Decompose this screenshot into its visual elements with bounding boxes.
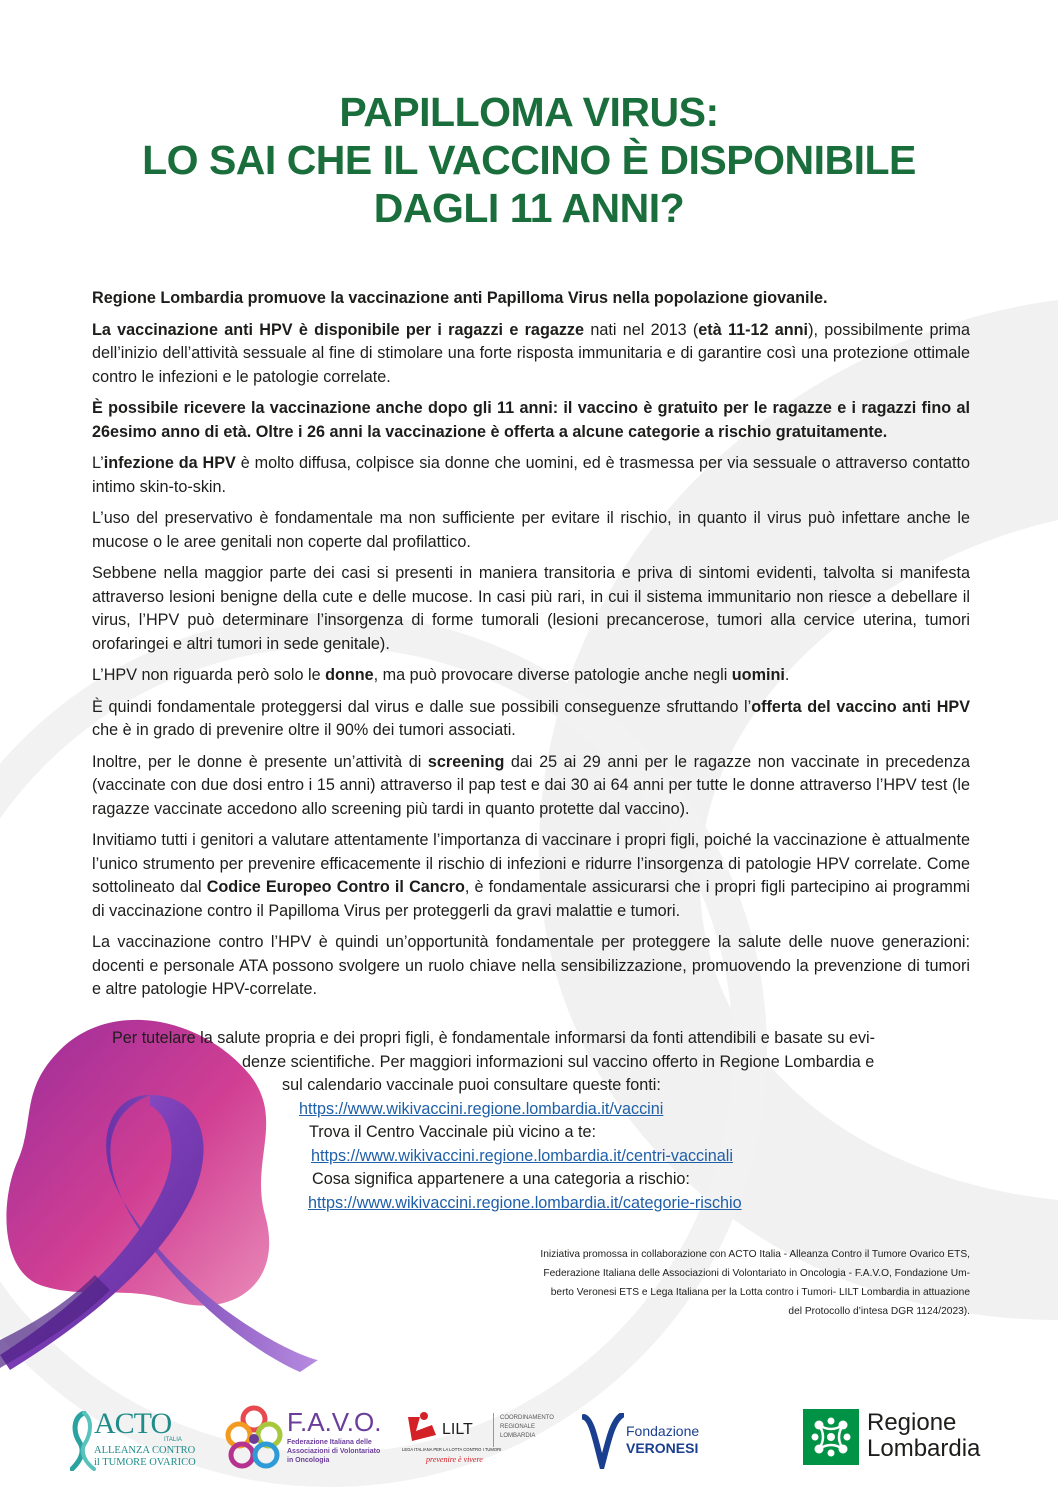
partner-logos — [0, 1395, 1058, 1485]
acto-logo — [70, 1407, 200, 1477]
regione-lombardia-logo — [803, 1409, 1003, 1471]
favo-name: F.A.V.O. — [287, 1407, 382, 1437]
paragraph-parents — [92, 829, 970, 923]
veronesi-line-1: Fondazione — [626, 1423, 700, 1439]
lilt-side-2: REGIONALE — [500, 1424, 536, 1430]
infection-text-b: è molto diffusa, colpisce sia donne che uomini, ed è trasmessa per via sessuale o attraverso contatto intimo skin-to-skin. — [92, 454, 970, 496]
protection-bold: offerta del vaccino anti HPV — [751, 697, 970, 716]
paragraph-availability — [92, 319, 970, 390]
infection-text-a: L’ — [92, 454, 104, 472]
men-bold-men: uomini — [731, 666, 785, 684]
favo-logo — [225, 1405, 385, 1477]
acto-sub-2: ALLEANZA CONTRO — [94, 1445, 196, 1456]
lilt-divider — [493, 1413, 494, 1447]
veronesi-line-2: VERONESI — [626, 1440, 699, 1456]
regione-rosa-camuna-icon — [803, 1409, 859, 1465]
acto-ribbon-icon — [70, 1411, 96, 1471]
acto-sub-3: il TUMORE OVARICO — [94, 1457, 196, 1468]
paragraph-screening — [92, 751, 970, 822]
screening-text-a: Inoltre, per le donne è presente un’attività di — [92, 752, 428, 771]
paragraph-symptoms: Sebbene nella maggior parte dei casi si presenti in maniera transitoria e priva di sintomi evidenti, talvolta si manifesta attraverso lesioni benigne della cute e delle mucose. In casi più rari, in cui il sistema immunitario non riesce a debellare il virus, l’HPV può determinare l’insorgenza di forme tumorali (lesioni precancerose, tumori alla cervice uterina, tumori orofaringei e altri tumori in sede genitale). — [92, 564, 970, 653]
protection-text-a: È quindi fondamentale proteggersi dal virus e dalle sue possibili conseguenze sfruttando l’ — [92, 697, 752, 716]
page-title — [0, 88, 1058, 232]
regione-square — [803, 1409, 859, 1465]
screening-text-b: dai 25 ai 29 anni per le ragazze non vaccinate in precedenza (vaccinate con due dosi entro i 15 anni) attraverso il pap test e dai 30 ai 64 anni per tutte le donne attraverso l’HPV test (le ragazze vaccinate accedono allo screening più tardi in quanto protette dal vaccino). — [92, 752, 970, 818]
protection-text-b: che è in grado di prevenire oltre il 90% dei tumori associati. — [92, 721, 516, 739]
lilt-sub: LEGA ITALIANA PER LA LOTTA CONTRO I TUMORI — [402, 1447, 502, 1452]
availability-age-bold: età 11-12 anni — [698, 320, 809, 339]
info-line-5: Cosa significa appartenere a una categoria a rischio: — [312, 1170, 690, 1188]
men-text-b: , ma può provocare diverse patologie anche negli — [373, 666, 732, 684]
paragraph-infection — [92, 452, 970, 499]
acto-sub-1: ITALIA — [164, 1437, 182, 1443]
paragraph-free-vaccine — [92, 397, 970, 444]
parents-text-b: , è fondamentale assicurarsi che i propri figli partecipino ai programmi di vaccinazione contro il Papilloma Virus per proteggerli da gravi malattie e tumori. — [92, 878, 970, 920]
favo-sub-2: Associazioni di Volontariato — [287, 1448, 381, 1455]
info-line-1: Per tutelare la salute propria e dei propri figli, è fondamentale informarsi da fonti attendibili e basate su evi- — [112, 1029, 876, 1047]
lilt-motto: prevenire è vivere — [426, 1455, 483, 1464]
title-line-1: PAPILLOMA VIRUS: — [339, 89, 719, 135]
paragraph-protection — [92, 696, 970, 743]
favo-flower-icon — [225, 1405, 283, 1473]
veronesi-logo — [582, 1413, 712, 1469]
regione-line-1: Regione — [867, 1409, 957, 1436]
availability-text-b: ), possibilmente prima dell’inizio dell’attività sessuale al fine di stimolare una forte risposta immunitaria e di garantire così una protezione ottimale contro le infezioni e le patologie correlate. — [92, 320, 970, 386]
free-vaccine-bold: È possibile ricevere la vaccinazione anche dopo gli 11 anni: il vaccino è gratuito per le ragazze e i ragazzi fino al 26esimo anno di età. Oltre i 26 anni la vaccinazione è offerta a alcune categorie a rischio gratuitamente. — [92, 399, 970, 441]
screening-bold: screening — [427, 752, 505, 771]
lilt-runner-icon — [402, 1411, 442, 1445]
info-block — [92, 1027, 970, 1215]
lilt-side-3: LOMBARDIA — [500, 1433, 536, 1439]
paragraph-intro — [92, 287, 970, 311]
lilt-name: LILT — [442, 1421, 473, 1438]
intro-bold: Regione Lombardia promuove la vaccinazione anti Papilloma Virus nella popolazione giovanile. — [92, 289, 828, 307]
men-text-a: L’HPV non riguarda però solo le — [92, 666, 326, 684]
info-line-3: sul calendario vaccinale puoi consultare queste fonti: — [282, 1076, 661, 1094]
info-line-2: denze scientifiche. Per maggiori informazioni sul vaccino offerto in Regione Lombardia e — [242, 1052, 875, 1071]
title-line-2: LO SAI CHE IL VACCINO È DISPONIBILE — [142, 137, 916, 183]
veronesi-v-icon — [582, 1413, 624, 1469]
paragraph-schools: La vaccinazione contro l’HPV è quindi un’opportunità fondamentale per proteggere la salute delle nuove generazioni: docenti e personale ATA possono svolgere un ruolo chiave nella sensibilizzazione, promuovendo la prevenzione di tumori e altre patologie HPV-correlate. — [92, 933, 970, 998]
paragraph-condom: L’uso del preservativo è fondamentale ma non sufficiente per evitare il rischio, in quanto il virus può infettare anche le mucose o le aree genitali non coperte dal profilattico. — [92, 509, 970, 551]
favo-sub-3: in Oncologia — [287, 1457, 330, 1464]
credits-line-3: berto Veronesi ETS e Lega Italiana per la Lotta contro i Tumori- LILT Lombardia in attuazione — [550, 1287, 970, 1298]
credits-line-1: Iniziativa promossa in collaborazione con ACTO Italia - Alleanza Contro il Tumore Ovarico ETS, — [540, 1249, 970, 1260]
link-centri-vaccinali[interactable]: https://www.wikivaccini.regione.lombardia.it/centri-vaccinali — [311, 1146, 733, 1165]
parents-text-a: Invitiamo tutti i genitori a valutare attentamente l’importanza di vaccinare i propri figli, poiché la vaccinazione è attualmente l’unico strumento per prevenire efficacemente il rischio di infezioni e ridurre l’insorgenza di patologie HPV correlate. Come sottolineato dal — [92, 831, 970, 896]
lilt-logo — [402, 1411, 562, 1473]
lilt-side-1: COORDINAMENTO — [500, 1415, 554, 1421]
credits-note — [440, 1245, 970, 1321]
link-vaccini[interactable]: https://www.wikivaccini.regione.lombardia.it/vaccini — [299, 1099, 664, 1118]
regione-line-2: Lombardia — [867, 1435, 981, 1462]
acto-name: ACTO — [94, 1407, 172, 1440]
paragraph-men — [92, 664, 970, 688]
title-line-3: DAGLI 11 ANNI? — [373, 185, 685, 231]
men-bold-women: donne — [325, 666, 374, 684]
availability-bold: La vaccinazione anti HPV è disponibile per i ragazzi e ragazze — [92, 320, 585, 339]
favo-sub-1: Federazione Italiana delle — [287, 1439, 372, 1446]
link-categorie-rischio[interactable]: https://www.wikivaccini.regione.lombardia.it/categorie-rischio — [308, 1193, 742, 1212]
availability-text-a: nati nel 2013 ( — [584, 320, 699, 339]
credits-line-2: Federazione Italiana delle Associazioni di Volontariato in Oncologia - F.A.V.O, Fondazione Um- — [543, 1268, 970, 1279]
men-text-c: . — [784, 666, 790, 684]
main-body — [92, 287, 970, 1010]
infection-bold: infezione da HPV — [103, 454, 236, 472]
info-line-4: Trova il Centro Vaccinale più vicino a te: — [309, 1123, 597, 1141]
parents-bold: Codice Europeo Contro il Cancro — [206, 878, 465, 896]
credits-line-4: del Protocollo d’intesa DGR 1124/2023). — [788, 1306, 970, 1317]
